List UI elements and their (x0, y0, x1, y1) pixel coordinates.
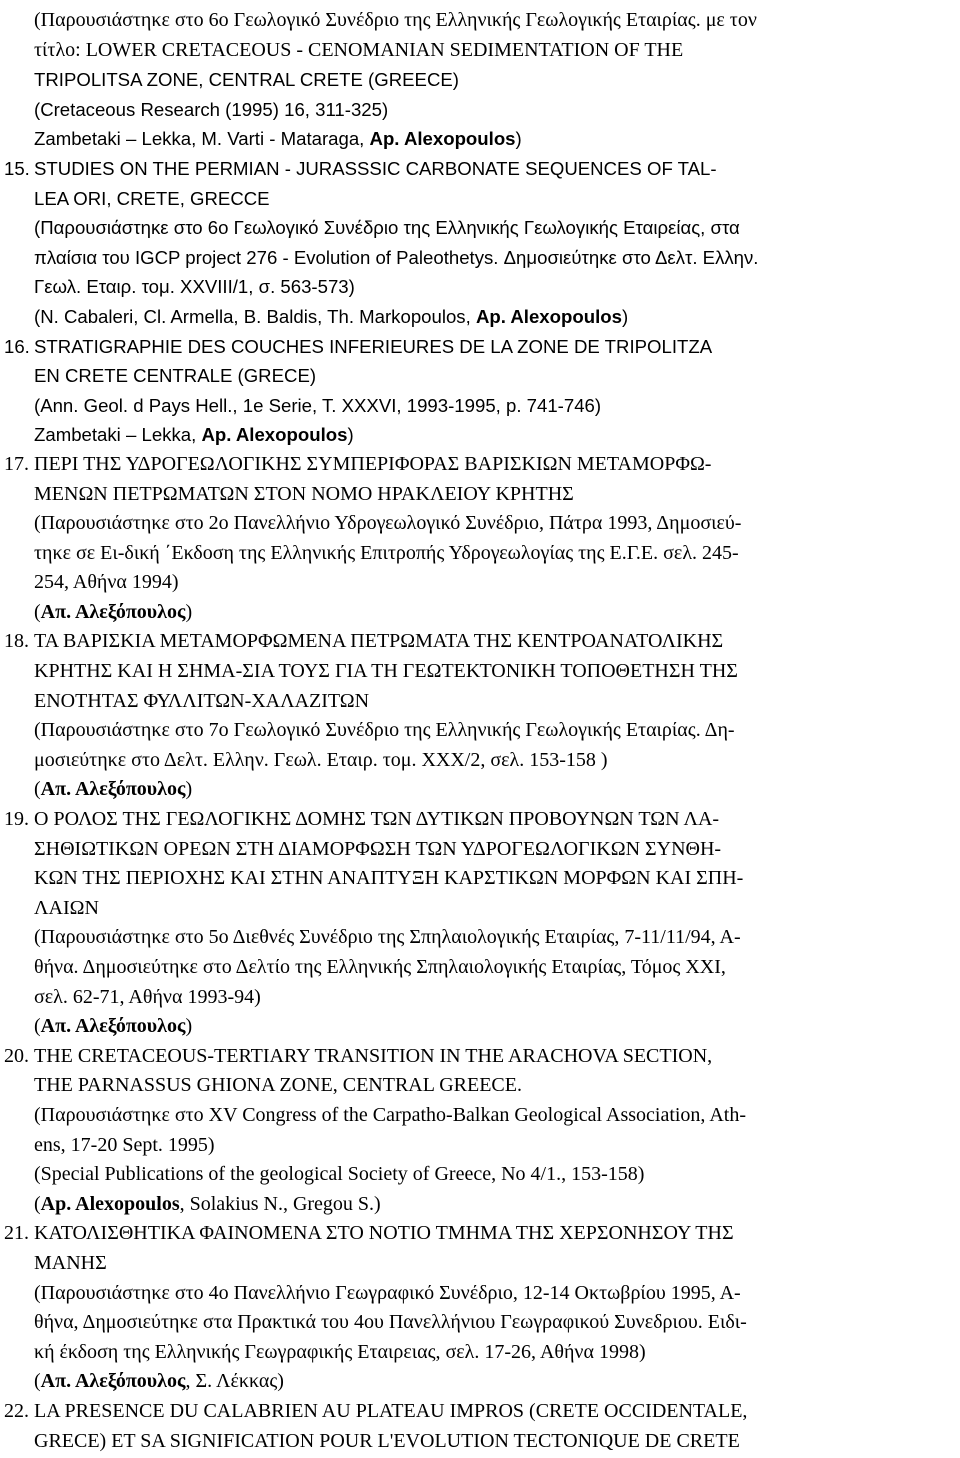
line-text: (Παρουσιάστηκε στο 4ο Πανελλήνιο Γεωγραφικό Συνέδριο, 12-14 Οκτωβρίου 1995, Α- (34, 1281, 741, 1304)
line-text: GRECE) ET SA SIGNIFICATION POUR L'EVOLUTION TECTONIQUE DE CRETE (34, 1429, 740, 1452)
line-text: ΜΕΝΩΝ ΠΕΤΡΩΜΑΤΩΝ ΣΤΟΝ ΝΟΜΟ ΗΡΑΚΛΕΙΟΥ ΚΡΗΤΗΣ (34, 482, 574, 505)
line-text: 254, Αθήνα 1994) (34, 571, 179, 594)
line-text: ( (34, 1015, 41, 1038)
line-text-after: ) (185, 778, 193, 801)
entry-heading-line (4, 154, 952, 184)
text-line (34, 213, 952, 243)
entry-number: 19. (4, 808, 29, 831)
line-text: (Παρουσιάστηκε στο 6ο Γεωλογικό Συνέδριο της Ελληνικής Γεωλογικής Εταιρείας, στα (34, 217, 740, 239)
line-text: STUDIES ON THE PERMIAN - JURASSSIC CARBONATE SEQUENCES OF TAL- (34, 157, 717, 179)
line-text-after: , Σ. Λέκκας) (185, 1370, 284, 1393)
text-line (34, 302, 952, 332)
text-line (34, 124, 952, 154)
line-text: THE PARNASSUS GHIONA ZONE, CENTRAL GREECE. (34, 1074, 522, 1097)
line-text-after: , Solakius N., Gregou S.) (179, 1192, 381, 1215)
line-text: THE CRETACEOUS-TERTIARY TRANSITION IN THE ARACHOVA SECTION, (34, 1044, 713, 1067)
text-line (34, 1279, 952, 1309)
entry-heading-line (4, 1042, 952, 1072)
line-text: Zambetaki – Lekka, M. Varti - Mataraga, (34, 128, 370, 150)
line-text: μοσιεύτηκε στο Δελτ. Ελλην. Γεωλ. Εταιρ. τομ. XXX/2, σελ. 153-158 ) (34, 748, 608, 771)
text-line (34, 184, 952, 214)
text-line (34, 65, 952, 95)
text-line (34, 568, 952, 598)
entry-heading-line (4, 332, 952, 362)
line-text: θήνα, Δημοσιεύτηκε στα Πρακτικά του 4ου Πανελλήνιου Γεωγραφικού Συνεδριου. Ειδι- (34, 1311, 747, 1334)
author-bold: Ap. Alexopoulos (201, 424, 348, 446)
text-line (34, 1160, 952, 1190)
text-line (34, 539, 952, 569)
author-bold: Απ. Αλεξόπουλος (40, 778, 186, 801)
line-text: κή έκδοση της Ελληνικής Γεωγραφικής Εταιρειας, σελ. 17-26, Αθήνα 1998) (34, 1340, 646, 1363)
text-line (34, 36, 952, 66)
text-line (34, 923, 952, 953)
entry-number: 21. (4, 1222, 29, 1245)
entry-number: 17. (4, 452, 29, 475)
line-text: τίτλο: LOWER CRETACEOUS - CENOMANIAN SEDIMENTATION OF THE (34, 38, 684, 61)
entry-number: 16. (4, 335, 30, 357)
line-text: ΣΗΘΙΩΤΙΚΩΝ ΟΡΕΩΝ ΣΤΗ ΔΙΑΜΟΡΦΩΣΗ ΤΩΝ ΥΔΡΟΓΕΩΛΟΓΙΚΩΝ ΣΥΝΘΗ- (34, 837, 722, 860)
line-text-after: ) (185, 1015, 193, 1038)
text-line (34, 716, 952, 746)
line-text: ( (34, 1192, 41, 1215)
text-line (34, 775, 952, 805)
text-line (34, 1071, 952, 1101)
line-text: (Cretaceous Research (1995) 16, 311-325) (34, 98, 389, 120)
entry-heading-line (4, 450, 952, 480)
entry-heading-line (4, 1397, 952, 1427)
line-text: (Παρουσιάστηκε στο 2ο Πανελλήνιο Υδρογεωλογικό Συνέδριο, Πάτρα 1993, Δημοσιεύ- (34, 512, 742, 535)
text-line (34, 95, 952, 125)
author-bold: Απ. Αλεξόπουλος (40, 1015, 186, 1038)
text-line (34, 272, 952, 302)
text-line (34, 894, 952, 924)
line-text: ΕΝΟΤΗΤΑΣ ΦΥΛΛΙΤΩΝ-ΧΑΛΑΖΙΤΩΝ (34, 689, 370, 712)
line-text: ΤΑ ΒΑΡΙΣΚΙΑ ΜΕΤΑΜΟΡΦΩΜΕΝΑ ΠΕΤΡΩΜΑΤΑ ΤΗΣ ΚΕΝΤΡΟΑΝΑΤΟΛΙΚΗΣ (34, 630, 724, 653)
entry-heading-line (4, 805, 952, 835)
line-text: Zambetaki – Lekka, (34, 424, 202, 446)
line-text: ( (34, 600, 41, 623)
author-bold: Απ. Αλεξόπουλος (40, 1370, 186, 1393)
line-text: EN CRETE CENTRALE (GRECE) (34, 365, 317, 387)
line-text: STRATIGRAPHIE DES COUCHES INFERIEURES DE LA ZONE DE TRIPOLITZA (34, 335, 713, 357)
text-line (34, 953, 952, 983)
text-line (34, 6, 952, 36)
text-line (34, 361, 952, 391)
line-text: (Παρουσιάστηκε στο XV Congress of the Carpatho-Balkan Geological Association, Ath- (34, 1103, 746, 1126)
line-text: ΚΡΗΤΗΣ ΚΑΙ Η ΣΗΜΑ-ΣΙΑ ΤΟΥΣ ΓΙΑ ΤΗ ΓΕΩΤΕΚΤΟΝΙΚΗ ΤΟΠΟΘΕΤΗΣΗ ΤΗΣ (34, 660, 738, 683)
entry-number: 18. (4, 630, 29, 653)
line-text: σελ. 62-71, Αθήνα 1993-94) (34, 985, 261, 1008)
line-text: ΜΑΝΗΣ (34, 1251, 107, 1274)
entry-number: 20. (4, 1044, 29, 1067)
line-text: πλαίσια του IGCP project 276 - Evolution of Paleothetys. Δημοσιεύτηκε στο Δελτ. Ελλην. (34, 246, 759, 268)
line-text-after: ) (347, 424, 354, 446)
line-text-after: ) (185, 600, 193, 623)
entry-number: 22. (4, 1399, 29, 1422)
line-text: ens, 17-20 Sept. 1995) (34, 1133, 215, 1156)
author-bold: Απ. Αλεξόπουλος (40, 600, 186, 623)
text-line (34, 1101, 952, 1131)
text-line (34, 243, 952, 273)
text-line (34, 1338, 952, 1368)
line-text-after: ) (621, 305, 629, 327)
line-text: (N. Cabaleri, Cl. Armella, B. Baldis, Th. Markopoulos, (34, 305, 476, 327)
text-line (34, 391, 952, 421)
text-line (34, 864, 952, 894)
text-line (34, 480, 952, 510)
line-text: (Παρουσιάστηκε στο 6ο Γεωλογικό Συνέδριο της Ελληνικής Γεωλογικής Εταιρίας. με τον (34, 9, 757, 31)
author-bold: Ap. Alexopoulos (475, 305, 622, 327)
line-text: (Παρουσιάστηκε στο 5ο Διεθνές Συνέδριο της Σπηλαιολογικής Εταιρίας, 7-11/11/94, Α- (34, 926, 741, 949)
line-text: LA PRESENCE DU CALABRIEN AU PLATEAU IMPROS (CRETE OCCIDENTALE, (34, 1399, 748, 1422)
author-bold: Ap. Alexopoulos (40, 1192, 180, 1215)
line-text: ΚΑΤΟΛΙΣΘΗΤΙΚΑ ΦΑΙΝΟΜΕΝΑ ΣΤΟ ΝΟΤΙΟ ΤΜΗΜΑ ΤΗΣ ΧΕΡΣΟΝΗΣΟΥ ΤΗΣ (34, 1222, 734, 1245)
text-line (34, 1427, 952, 1457)
text-line (34, 657, 952, 687)
line-text: ΠΕΡΙ ΤΗΣ ΥΔΡΟΓΕΩΛΟΓΙΚΗΣ ΣΥΜΠΕΡΙΦΟΡΑΣ ΒΑΡΙΣΚΙΩΝ ΜΕΤΑΜΟΡΦΩ- (34, 452, 712, 475)
line-text: TRIPOLITSA ZONE, CENTRAL CRETE (GREECE) (34, 69, 459, 91)
line-text: ΚΩΝ ΤΗΣ ΠΕΡΙΟΧΗΣ ΚΑΙ ΣΤΗΝ ΑΝΑΠΤΥΞΗ ΚΑΡΣΤΙΚΩΝ ΜΟΡΦΩΝ ΚΑΙ ΣΠΗ- (34, 867, 744, 890)
line-text: ( (34, 1370, 41, 1393)
line-text: (Special Publications of the geological Society of Greece, No 4/1., 153-158) (34, 1163, 645, 1186)
text-line (34, 1012, 952, 1042)
text-line (34, 746, 952, 776)
text-line (34, 598, 952, 628)
text-line (34, 1131, 952, 1161)
author-bold: Ap. Alexopoulos (369, 128, 516, 150)
line-text: LEA ORI, CRETE, GRECCE (34, 187, 270, 209)
line-text: (Ann. Geol. d Pays Hell., 1e Serie, T. XXXVI, 1993-1995, p. 741-746) (34, 394, 602, 416)
line-text: Γεωλ. Εταιρ. τομ. XXVIII/1, σ. 563-573) (34, 276, 355, 298)
text-line (34, 835, 952, 865)
text-line (34, 983, 952, 1013)
text-line (34, 687, 952, 717)
text-line (34, 1190, 952, 1220)
text-line (34, 1249, 952, 1279)
text-line (34, 509, 952, 539)
text-line (34, 1367, 952, 1397)
line-text: θήνα. Δημοσιεύτηκε στο Δελτίο της Ελληνικής Σπηλαιολογικής Εταιρίας, Τόμος XXI, (34, 956, 726, 978)
line-text: ( (34, 778, 41, 801)
line-text: (Παρουσιάστηκε στο 7ο Γεωλογικό Συνέδριο της Ελληνικής Γεωλογικής Εταιρίας. Δη- (34, 719, 735, 742)
line-text: Ο ΡΟΛΟΣ ΤΗΣ ΓΕΩΛΟΓΙΚΗΣ ΔΟΜΗΣ ΤΩΝ ΔΥΤΙΚΩΝ ΠΡΟΒΟΥΝΩΝ ΤΩΝ ΛΑ- (34, 808, 720, 831)
entry-heading-line (4, 627, 952, 657)
entry-number: 15. (4, 157, 30, 179)
entry-heading-line (4, 1219, 952, 1249)
text-line (34, 1308, 952, 1338)
text-line (34, 420, 952, 450)
line-text-after: ) (515, 128, 522, 150)
line-text: ΛΑΙΩΝ (34, 896, 99, 919)
line-text: τηκε σε Ει-δική ΄Εκδοση της Ελληνικής Επιτροπής Υδρογεωλογίας της Ε.Γ.Ε. σελ. 245- (34, 541, 739, 564)
